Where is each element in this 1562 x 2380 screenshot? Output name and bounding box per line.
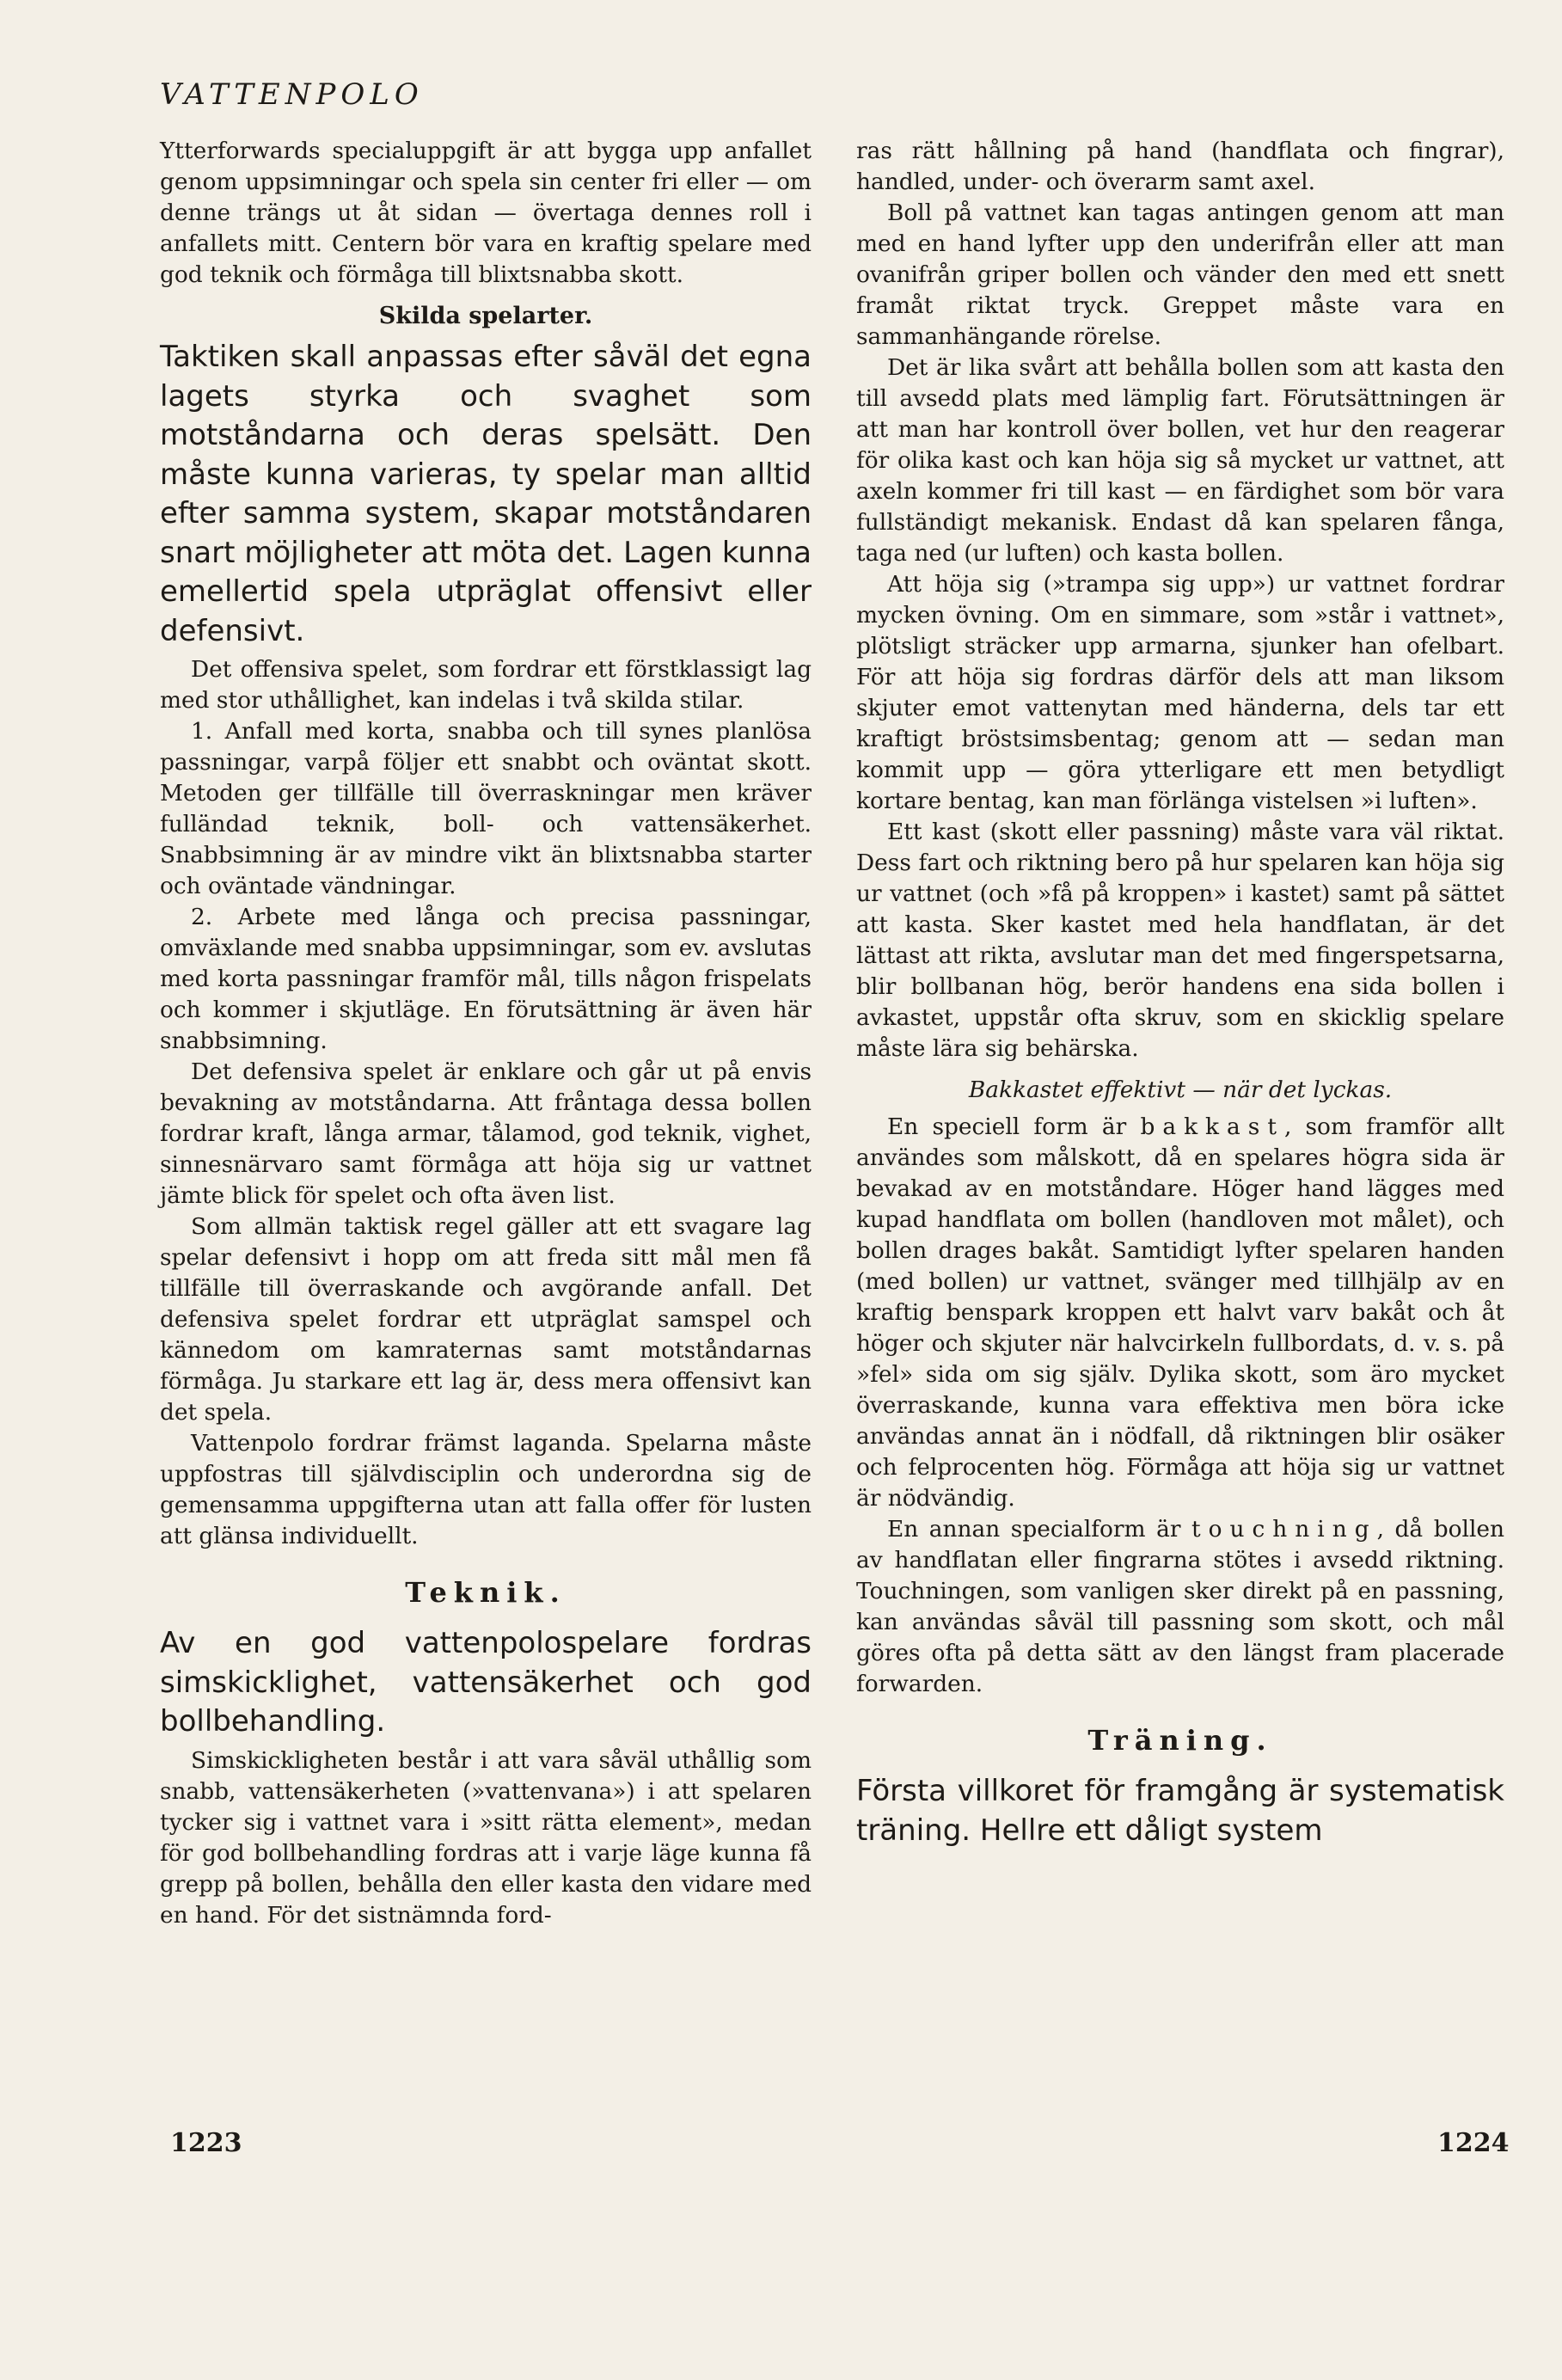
page-number-right: 1224 — [1437, 2128, 1510, 2158]
paragraph: Att höja sig (»trampa sig upp») ur vattnet fordrar mycken övning. Om en simmare, som »står i vattnet», plötsligt sträcker upp armarna, sjunker han ofelbart. För att höja sig fordras därför dels att man liksom skjuter emot vattenytan med händerna, dels tar ett kraftigt bröstsimsbentag; genom att — sedan man kommit upp — göra ytterligare ett men betydligt kortare bentag, kan man förlänga vistelsen »i luften». — [856, 571, 1504, 814]
text-run: En speciell form är — [887, 1113, 1141, 1140]
paragraph: Ytterforwards specialuppgift är att bygga upp anfallet genom uppsimningar och spela sin center fri eller — om denne trängs ut åt sidan — övertaga dennes roll i anfallets mitt. Centern bör vara en kraftig spelare med god teknik och förmåga till blixtsnabba skott. — [160, 138, 812, 288]
text-run: En annan specialform är — [887, 1516, 1191, 1543]
paragraph: Det offensiva spelet, som fordrar ett förstklassigt lag med stor uthållighet, kan indelas i två skilda stilar. — [160, 656, 812, 714]
paragraph: 1. Anfall med korta, snabba och till synes planlösa passningar, varpå följer ett snabbt och oväntat skott. Metoden ger tillfälle till överraskningar men kräver fulländad teknik, boll- och vattensäkerhet. Snabbsimning är av mindre vikt än blixtsnabba starter och oväntade vändningar. — [160, 718, 812, 899]
paragraph: Som allmän taktisk regel gäller att ett svagare lag spelar defensivt i hopp om att freda sitt mål men få tillfälle till överraskande och avgörande anfall. Det defensiva spelet fordrar ett utpräglat samspel och kännedom om kamraternas samt motståndarnas förmåga. Ju starkare ett lag är, dess mera offensivt kan det spela. — [160, 1213, 812, 1426]
paragraph: Simskickligheten består i att vara såväl uthållig som snabb, vattensäkerheten (»vattenvana») i att spelaren tycker sig i vattnet vara i »sitt rätta element», medan för god bollbehandling fordras att i varje läge kunna få grepp på bollen, behålla den eller kasta den vidare med en hand. För det sistnämnda ford- — [160, 1746, 812, 1929]
section-heading-teknik: Teknik. — [405, 1576, 567, 1609]
page-number-left: 1223 — [170, 2128, 242, 2158]
lead-paragraph: Första villkoret för framgång är systematisk träning. Hellre ett dåligt system — [856, 1774, 1504, 1848]
lead-paragraph: Av en god vattenpolospelare fordras simskicklighet, vattensäkerhet och god bollbehandling. — [160, 1626, 812, 1739]
text-run: , då bollen av handflatan eller fingrarna stötes i avsedd riktning. Touchningen, som vanligen sker direkt på en passning, kan användas såväl till passning som skott, och mål göres ofta på detta sätt av den längst fram placerade forwarden. — [856, 1516, 1504, 1697]
spaced-term-touchning: touchning — [1191, 1516, 1377, 1543]
paragraph: Ett kast (skott eller passning) måste vara väl riktat. Dess fart och riktning bero på hur spelaren kan höja sig ur vattnet (och »få på kroppen» i kastet) samt på sättet att kasta. Sker kastet med hela handflatan, är det lättast att rikta, avslutar man det med fingerspetsarna, blir bollbanan hög, berör handens ena sida bollen i avkastet, uppstår ofta skruv, som en skicklig spelare måste lära sig behärska. — [856, 819, 1504, 1062]
paragraph: Det defensiva spelet är enklare och går ut på envis bevakning av motståndarna. Att fråntaga dessa bollen fordrar kraft, långa armar, tålamod, god teknik, vighet, sinnesnärvaro samt förmåga att höja sig ur vattnet jämte blick för spelet och ofta även list. — [160, 1058, 812, 1209]
right-column — [856, 136, 1504, 1854]
subheading-skilda-spelarter: Skilda spelarter. — [378, 303, 593, 329]
left-column — [160, 136, 812, 1931]
paragraph: 2. Arbete med långa och precisa passningar, omväxlande med snabba uppsimningar, som ev. avslutas med korta passningar framför mål, tills någon frispelats och kommer i skjutläge. En förutsättning är även här snabbsimning. — [160, 904, 812, 1054]
paragraph: Det är lika svårt att behålla bollen som att kasta den till avsedd plats med lämplig fart. Förutsättningen är att man har kontroll över bollen, vet hur den reagerar för olika kast och kan höja sig så mycket ur vattnet, att axeln kommer fri till kast — en färdighet som bör vara fullständigt mekanisk. Endast då kan spelaren fånga, taga ned (ur luften) och kasta bollen. — [856, 354, 1504, 567]
paragraph: ras rätt hållning på hand (handflata och fingrar), handled, under- och överarm samt axel. — [856, 138, 1504, 195]
paragraph: Vattenpolo fordrar främst laganda. Spelarna måste uppfostras till självdisciplin och underordna sig de gemensamma uppgifterna utan att falla offer för lusten att glänsa individuellt. — [160, 1430, 812, 1549]
subheading-bakkastet: Bakkastet effektivt — när det lyckas. — [968, 1077, 1393, 1103]
running-title: VATTENPOLO — [160, 77, 424, 112]
paragraph — [856, 1514, 1504, 1700]
lead-paragraph: Taktiken skall anpassas efter såväl det egna lagets styrka och svaghet som motståndarna och deras spelsätt. Den måste kunna varieras, ty spelar man alltid efter samma system, skapar motståndaren snart möjligheter att möta det. Lagen kunna emellertid spela utpräglat offensivt eller defensivt. — [160, 340, 812, 648]
text-run: , som framför allt användes som målskott, då en spelares högra sida är bevakad av en motståndare. Höger hand lägges med kupad handflata om bollen (handloven mot målet), och bollen drages bakåt. Samtidigt lyfter spelaren handen (med bollen) ur vattnet, svänger med tillhjälp av en kraftig benspark kroppen ett halvt varv bakåt och åt höger och skjuter när halvcirkeln fullbordats, d. v. s. på »fel» sida om sig själv. Dylika skott, som äro mycket överraskande, kunna vara effektiva men böra icke användas annat än i nödfall, då riktningen blir osäker och felprocenten hög. Förmåga att höja sig ur vattnet är nödvändig. — [856, 1113, 1504, 1512]
spaced-term-bakkast: bakkast — [1140, 1113, 1284, 1140]
paragraph: Boll på vattnet kan tagas antingen genom att man med en hand lyfter upp den underifrån eller att man ovanifrån griper bollen och vänder den med ett snett framåt riktat tryck. Greppet måste vara en sammanhängande rörelse. — [856, 199, 1504, 350]
section-heading-traning: Träning. — [1087, 1724, 1273, 1757]
paragraph — [856, 1112, 1504, 1514]
